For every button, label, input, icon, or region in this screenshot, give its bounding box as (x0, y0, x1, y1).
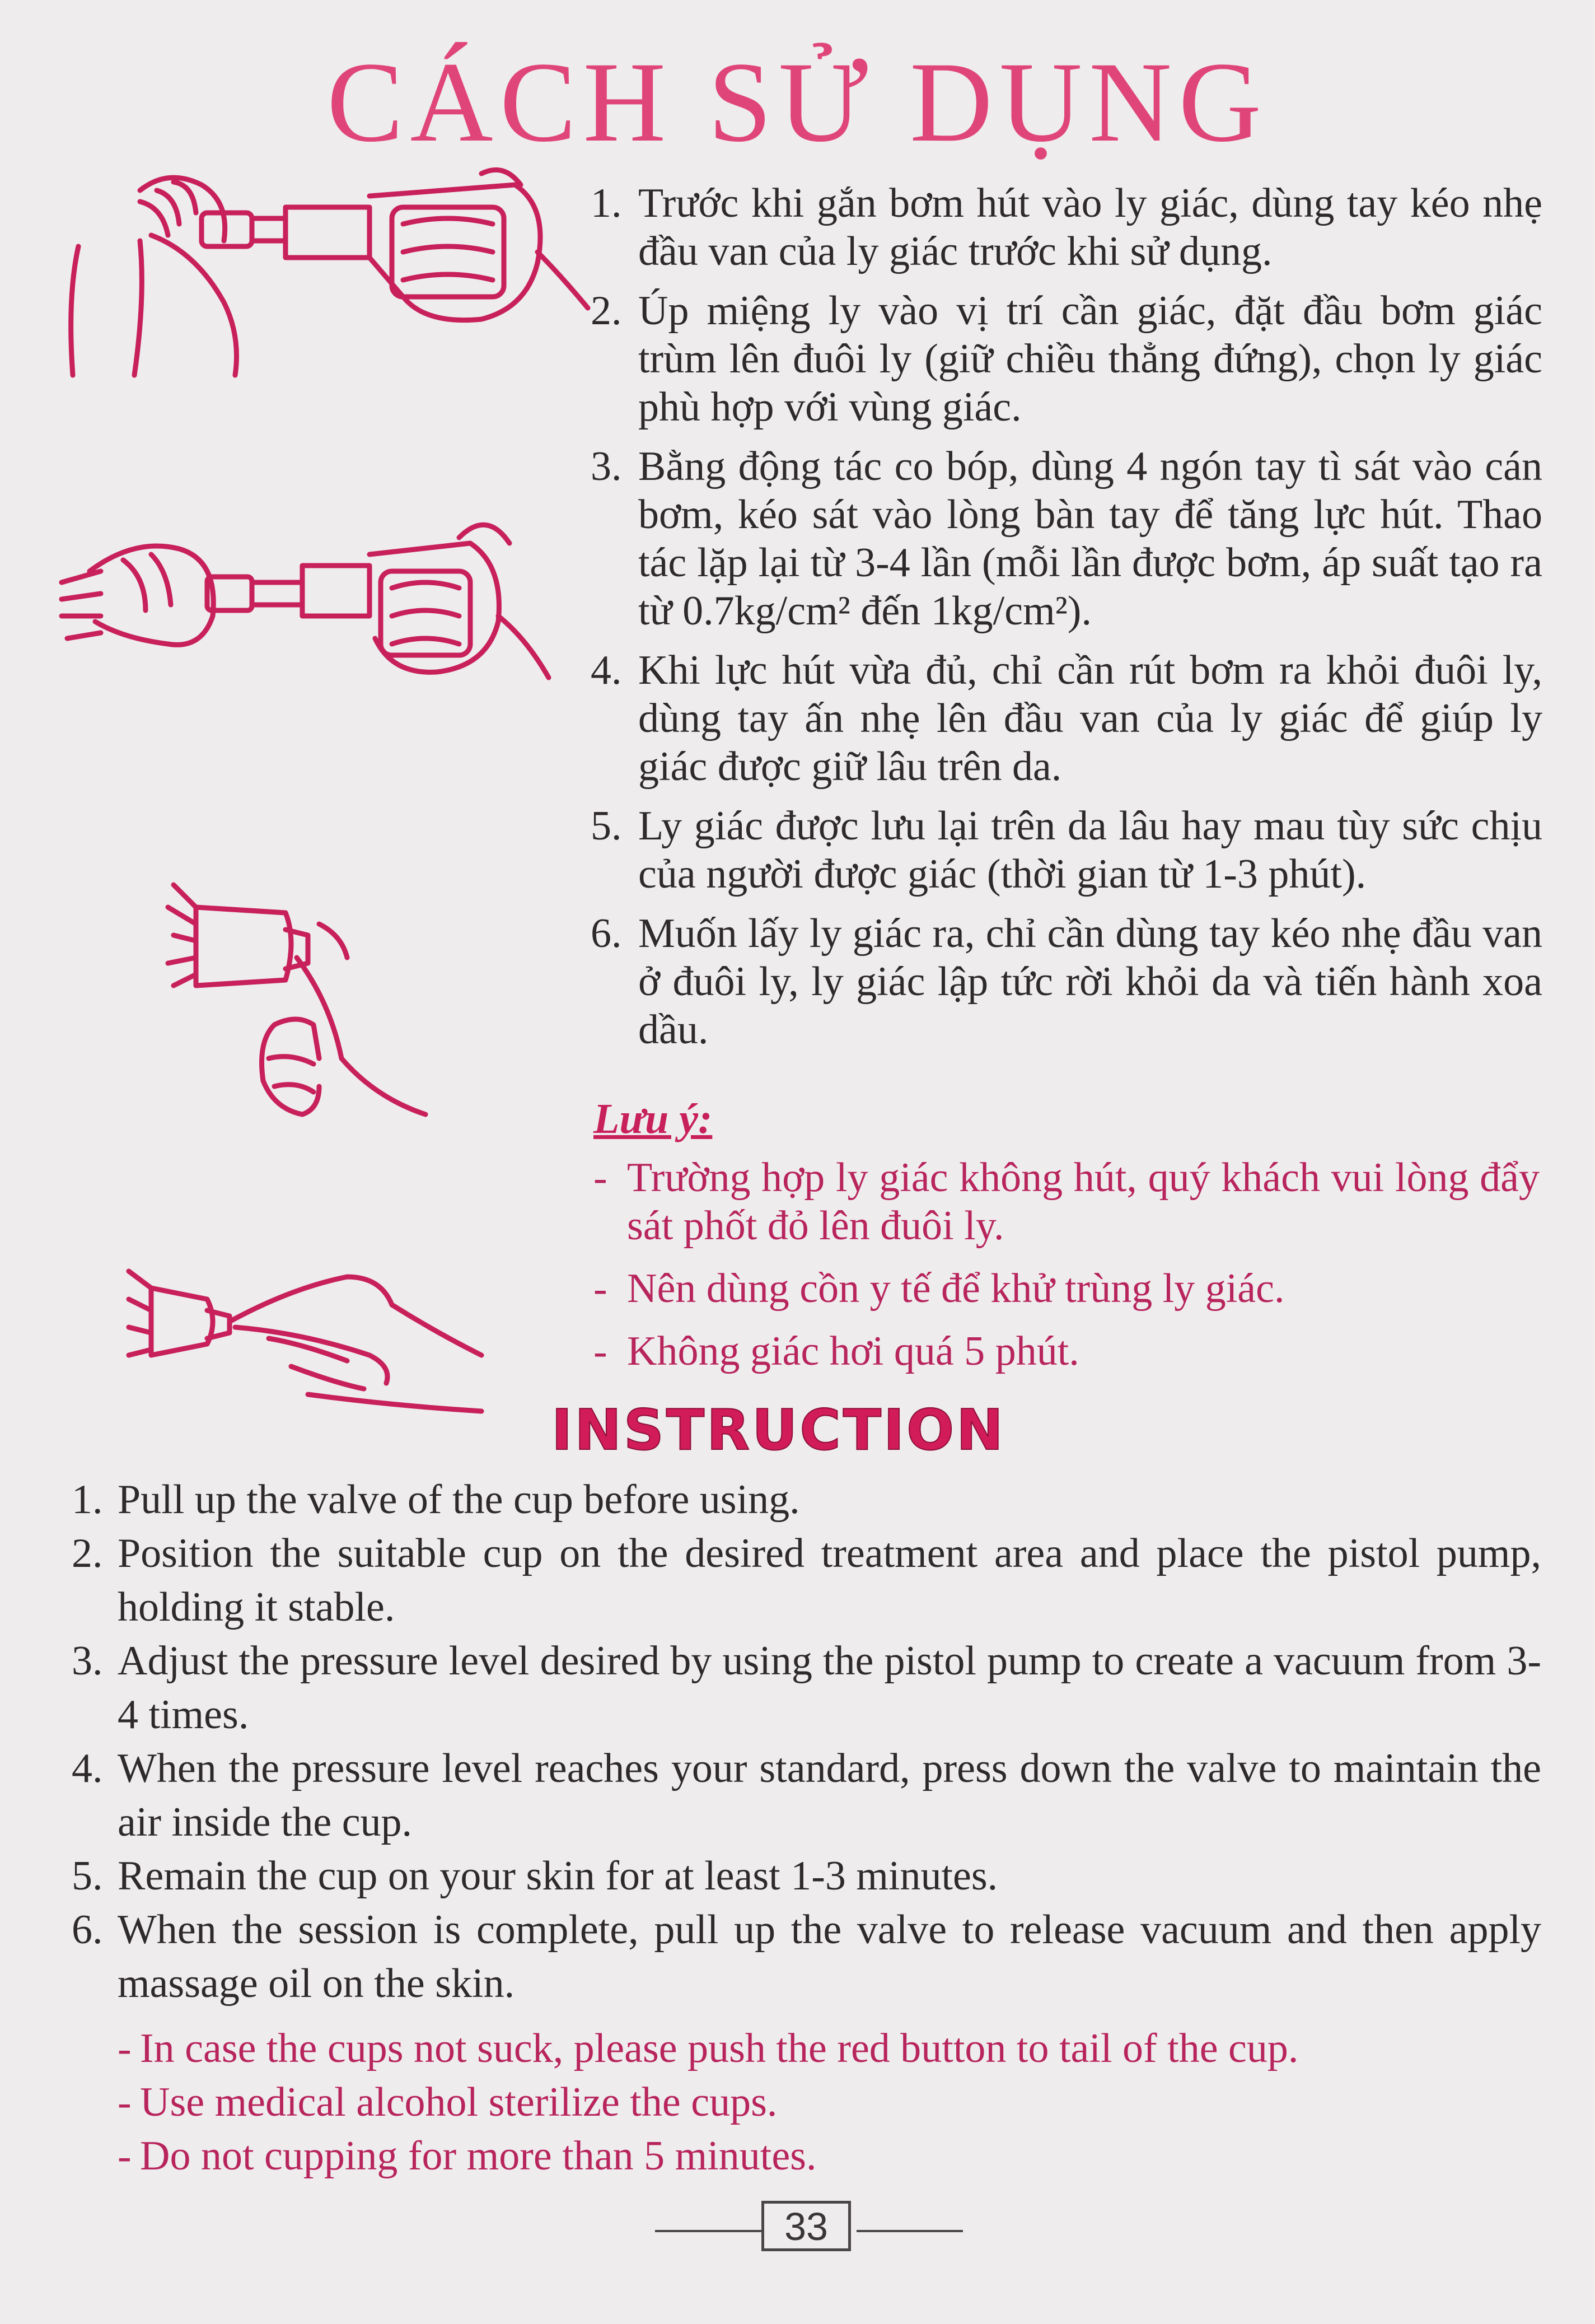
vi-note (593, 1264, 1540, 1313)
en-step-5 (72, 1849, 1541, 1903)
en-step-6 (72, 1903, 1541, 2010)
step-number: 3. (72, 1638, 103, 1684)
en-step-2 (72, 1527, 1541, 1634)
note-text: Nên dùng cồn y tế để khử trùng ly giác. (627, 1266, 1285, 1312)
step-number: 3. (591, 444, 622, 489)
en-step-4 (72, 1742, 1541, 1849)
illustration-release-valve (123, 1254, 493, 1422)
vi-step-3 (591, 442, 1542, 635)
illustration-press-valve (162, 874, 476, 1137)
en-step-3 (72, 1634, 1541, 1742)
note-dash: - (118, 2026, 132, 2071)
english-notes (118, 2022, 1551, 2183)
vietnamese-notes (593, 1154, 1540, 1390)
note-dash: - (593, 1266, 607, 1312)
step-text: Trước khi gắn bơm hút vào ly giác, dùng tay kéo nhẹ đầu van của ly giác trước khi sử dụng. (638, 180, 1542, 274)
step-number: 1. (72, 1477, 103, 1523)
note-dash: - (118, 2133, 132, 2179)
en-note (118, 2075, 1551, 2129)
vietnamese-steps (591, 179, 1542, 1065)
note-dash: - (593, 1155, 607, 1201)
step-text: Remain the cup on your skin for at least 1-3 minutes. (118, 1853, 998, 1899)
page-number: 33 (761, 2201, 851, 2251)
vi-note (593, 1154, 1540, 1250)
step-text: When the pressure level reaches your standard, press down the valve to maintain the air inside the cup. (118, 1746, 1541, 1845)
step-number: 4. (72, 1746, 103, 1791)
footer-rule-right (857, 2230, 963, 2232)
step-number: 2. (591, 288, 622, 334)
note-dash: - (593, 1328, 607, 1374)
step-text: When the session is complete, pull up the valve to release vacuum and then apply massage oil on the skin. (118, 1907, 1541, 2006)
step-number: 5. (72, 1853, 103, 1899)
vi-step-6 (591, 909, 1542, 1054)
step-text: Adjust the pressure level desired by using the pistol pump to create a vacuum from 3-4 times. (118, 1638, 1541, 1738)
vi-note (593, 1327, 1540, 1375)
step-number: 6. (591, 911, 622, 956)
illustration-attach-pump (56, 151, 593, 386)
step-text: Úp miệng ly vào vị trí cần giác, đặt đầu bơm giác trùm lên đuôi ly (giữ chiều thẳng đứng), chọn ly giác phù hợp với vùng giác. (638, 288, 1542, 430)
note-text: Trường hợp ly giác không hút, quý khách vui lòng đẩy sát phốt đỏ lên đuôi ly. (627, 1155, 1540, 1249)
vi-step-4 (591, 646, 1542, 791)
vi-note-heading: Lưu ý: (593, 1095, 713, 1142)
step-text: Muốn lấy ly giác ra, chỉ cần dùng tay kéo nhẹ đầu van ở đuôi ly, ly giác lập tức rời khỏi da và tiến hành xoa dầu. (638, 911, 1542, 1053)
en-note (118, 2129, 1551, 2183)
page-number-footer (655, 2201, 963, 2257)
vi-step-2 (591, 287, 1542, 431)
vi-step-1 (591, 179, 1542, 276)
en-note (118, 2022, 1551, 2075)
page-title: CÁCH SỬ DỤNG (326, 39, 1269, 166)
note-text: In case the cups not suck, please push the red button to tail of the cup. (140, 2026, 1299, 2071)
note-text: Không giác hơi quá 5 phút. (627, 1328, 1079, 1374)
vi-step-5 (591, 802, 1542, 898)
note-text: Use medical alcohol sterilize the cups. (140, 2079, 778, 2125)
illustration-squeeze-pump (56, 504, 560, 717)
step-number: 2. (72, 1530, 103, 1576)
step-text: Bằng động tác co bóp, dùng 4 ngón tay tì sát vào cán bơm, kéo sát vào lòng bàn tay để tăng lực hút. Thao tác lặp lại từ 3-4 lần (mỗi lần được bơm, áp suất tạo ra từ 0.7kg/cm² đến 1kg/cm²). (638, 444, 1542, 634)
en-step-1 (72, 1473, 1541, 1527)
note-text: Do not cupping for more than 5 minutes. (140, 2133, 817, 2179)
step-number: 1. (591, 180, 622, 226)
step-number: 6. (72, 1907, 103, 1953)
note-dash: - (118, 2079, 132, 2125)
footer-rule-left (655, 2230, 761, 2232)
step-number: 4. (591, 647, 622, 693)
step-text: Khi lực hút vừa đủ, chỉ cần rút bơm ra khỏi đuôi ly, dùng tay ấn nhẹ lên đầu van của ly giác để giúp ly giác được giữ lâu trên da. (638, 647, 1542, 790)
english-heading: INSTRUCTION (551, 1397, 1005, 1463)
step-text: Position the suitable cup on the desired treatment area and place the pistol pump, holding it stable. (118, 1530, 1541, 1630)
english-steps (72, 1473, 1541, 2010)
step-text: Pull up the valve of the cup before using. (118, 1477, 800, 1523)
step-number: 5. (591, 803, 622, 849)
step-text: Ly giác được lưu lại trên da lâu hay mau tùy sức chịu của người được giác (thời gian từ 1-3 phút). (638, 803, 1542, 897)
